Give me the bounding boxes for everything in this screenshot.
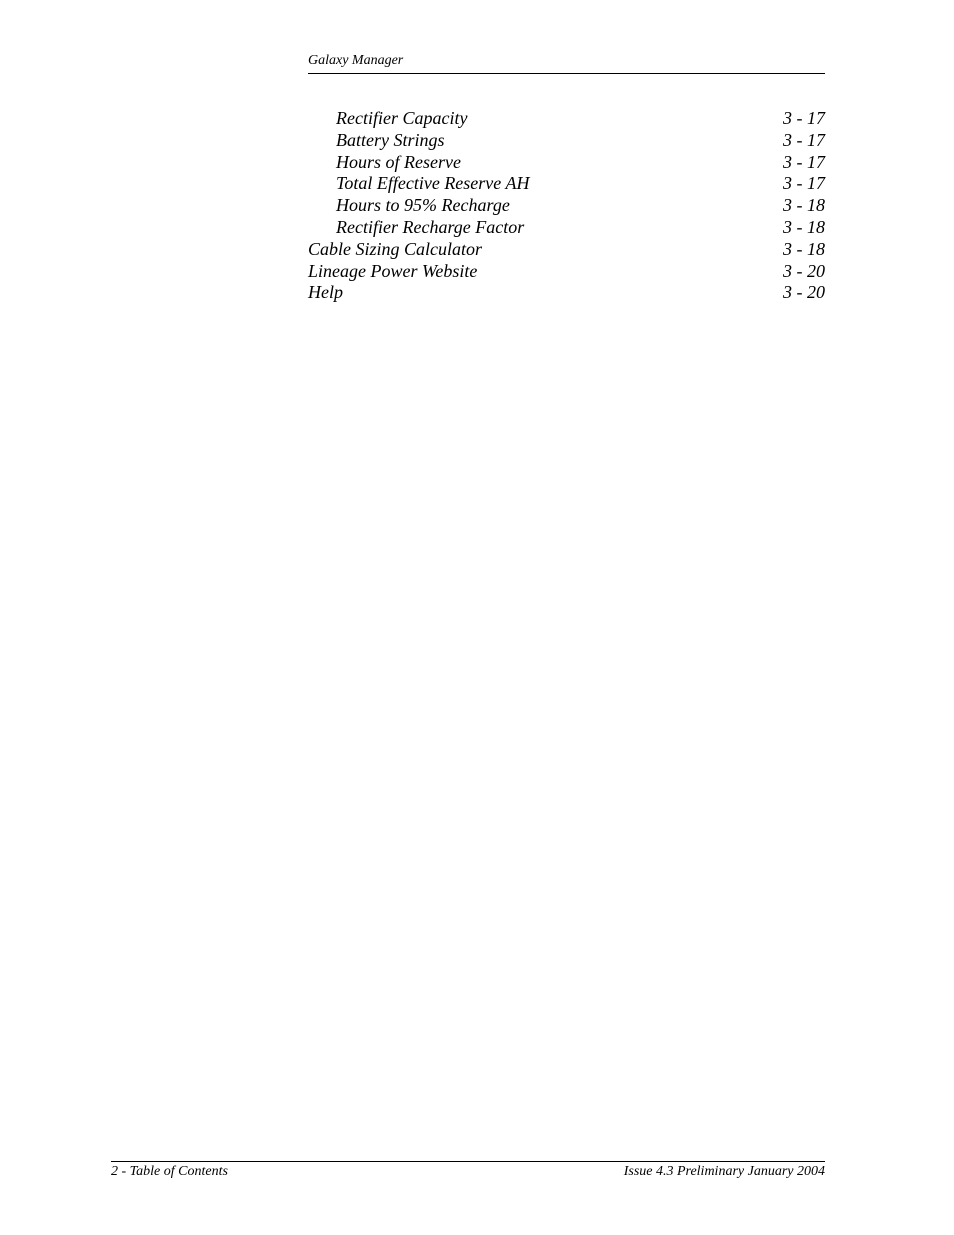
toc-entry-page: 3 - 18 xyxy=(783,238,825,259)
toc-entry-page: 3 - 17 xyxy=(783,108,825,128)
toc-entry-page: 3 - 20 xyxy=(783,260,825,281)
toc-entry-title: Lineage Power Website xyxy=(308,260,478,281)
toc-entry-title: Hours to 95% Recharge xyxy=(336,195,510,216)
header-title: Galaxy Manager xyxy=(308,53,404,68)
toc-entry-title: Total Effective Reserve AH xyxy=(336,173,530,194)
toc-entry[interactable] xyxy=(308,239,825,261)
toc-entry-title: Rectifier Recharge Factor xyxy=(336,216,525,237)
toc-entry-title: Battery Strings xyxy=(336,129,445,150)
footer-section-label: 2 - Table of Contents xyxy=(111,1164,228,1179)
toc-entry[interactable] xyxy=(308,217,825,239)
toc-entry-page: 3 - 20 xyxy=(783,282,825,303)
running-header xyxy=(308,52,825,74)
toc-entry[interactable] xyxy=(308,130,825,152)
toc-entry[interactable] xyxy=(308,282,825,304)
running-footer xyxy=(111,1161,825,1179)
toc-entry-title: Help xyxy=(308,282,343,303)
footer-issue-label: Issue 4.3 Preliminary January 2004 xyxy=(623,1164,825,1179)
toc-entry[interactable] xyxy=(308,108,825,130)
table-of-contents xyxy=(308,108,825,304)
toc-entry-title: Cable Sizing Calculator xyxy=(308,238,483,259)
toc-entry[interactable] xyxy=(308,195,825,217)
toc-entry-page: 3 - 18 xyxy=(783,216,825,237)
toc-entry[interactable] xyxy=(308,261,825,283)
toc-entry-page: 3 - 18 xyxy=(783,195,825,216)
toc-entry-title: Rectifier Capacity xyxy=(336,108,468,128)
toc-entry[interactable] xyxy=(308,152,825,174)
toc-entry-title: Hours of Reserve xyxy=(336,151,461,172)
toc-entry-page: 3 - 17 xyxy=(783,173,825,194)
toc-entry-page: 3 - 17 xyxy=(783,151,825,172)
toc-entry[interactable] xyxy=(308,173,825,195)
toc-entry-page: 3 - 17 xyxy=(783,129,825,150)
